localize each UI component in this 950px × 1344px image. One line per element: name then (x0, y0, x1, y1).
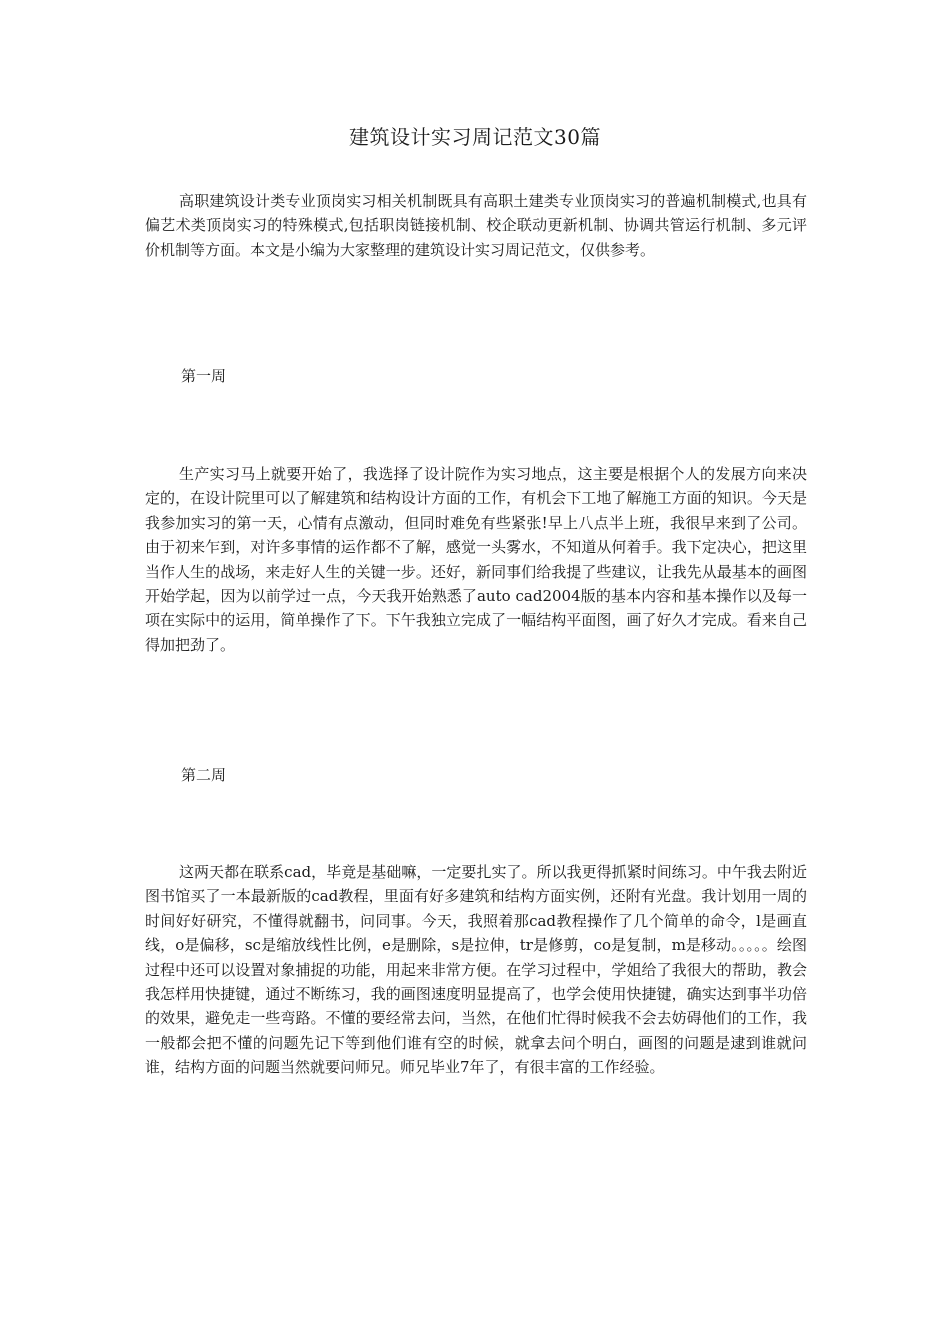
section-body-week-2: 这两天都在联系cad，毕竟是基础嘛，一定要扎实了。所以我更得抓紧时间练习。中午我去附近图书馆买了一本最新版的cad教程，里面有好多建筑和结构方面实例，还附有光盘。我计划用一周的时间好好研究，不懂得就翻书，问同事。今天，我照着那cad教程操作了几个简单的命令，l是画直线，o是偏移，sc是缩放线性比例，e是删除，s是拉伸，tr是修剪，co是复制，m是移动。。。。。绘图过程中还可以设置对象捕捉的功能，用起来非常方便。在学习过程中，学姐给了我很大的帮助，教会我怎样用快捷键，通过不断练习，我的画图速度明显提高了，也学会使用快捷键，确实达到事半功倍的效果，避免走一些弯路。不懂的要经常去问，当然，在他们忙得时候我不会去妨碍他们的工作，我一般都会把不懂的问题先记下等到他们谁有空的时候，就拿去问个明白，画图的问题是逮到谁就问谁，结构方面的问题当然就要问师兄。师兄毕业7年了，有很丰富的工作经验。 (145, 863, 807, 1077)
section-body-week-1: 生产实习马上就要开始了，我选择了设计院作为实习地点，这主要是根据个人的发展方向来决定的，在设计院里可以了解建筑和结构设计方面的工作，有机会下工地了解施工方面的知识。今天是我参加实习的第一天，心情有点激动，但同时难免有些紧张!早上八点半上班，我很早来到了公司。由于初来乍到，对许多事情的运作都不了解，感觉一头雾水，不知道从何着手。我下定决心，把这里当作人生的战场，来走好人生的关键一步。还好，新同事们给我提了些建议，让我先从最基本的画图开始学起，因为以前学过一点，今天我开始熟悉了auto cad2004版的基本内容和基本操作以及每一项在实际中的运用，简单操作了下。下午我独立完成了一幅结构平面图，画了好久才完成。看来自己得加把劲了。 (145, 465, 807, 654)
section-heading-week-1: 第一周 (181, 367, 227, 385)
section-heading-week-2: 第二周 (181, 766, 227, 784)
document-title: 建筑设计实习周记范文30篇 (349, 125, 601, 149)
intro-paragraph: 高职建筑设计类专业顶岗实习相关机制既具有高职土建类专业顶岗实习的普遍机制模式,也具有偏艺术类顶岗实习的特殊模式,包括职岗链接机制、校企联动更新机制、协调共管运行机制、多元评价机制等方面。本文是小编为大家整理的建筑设计实习周记范文，仅供参考。 (145, 192, 807, 259)
